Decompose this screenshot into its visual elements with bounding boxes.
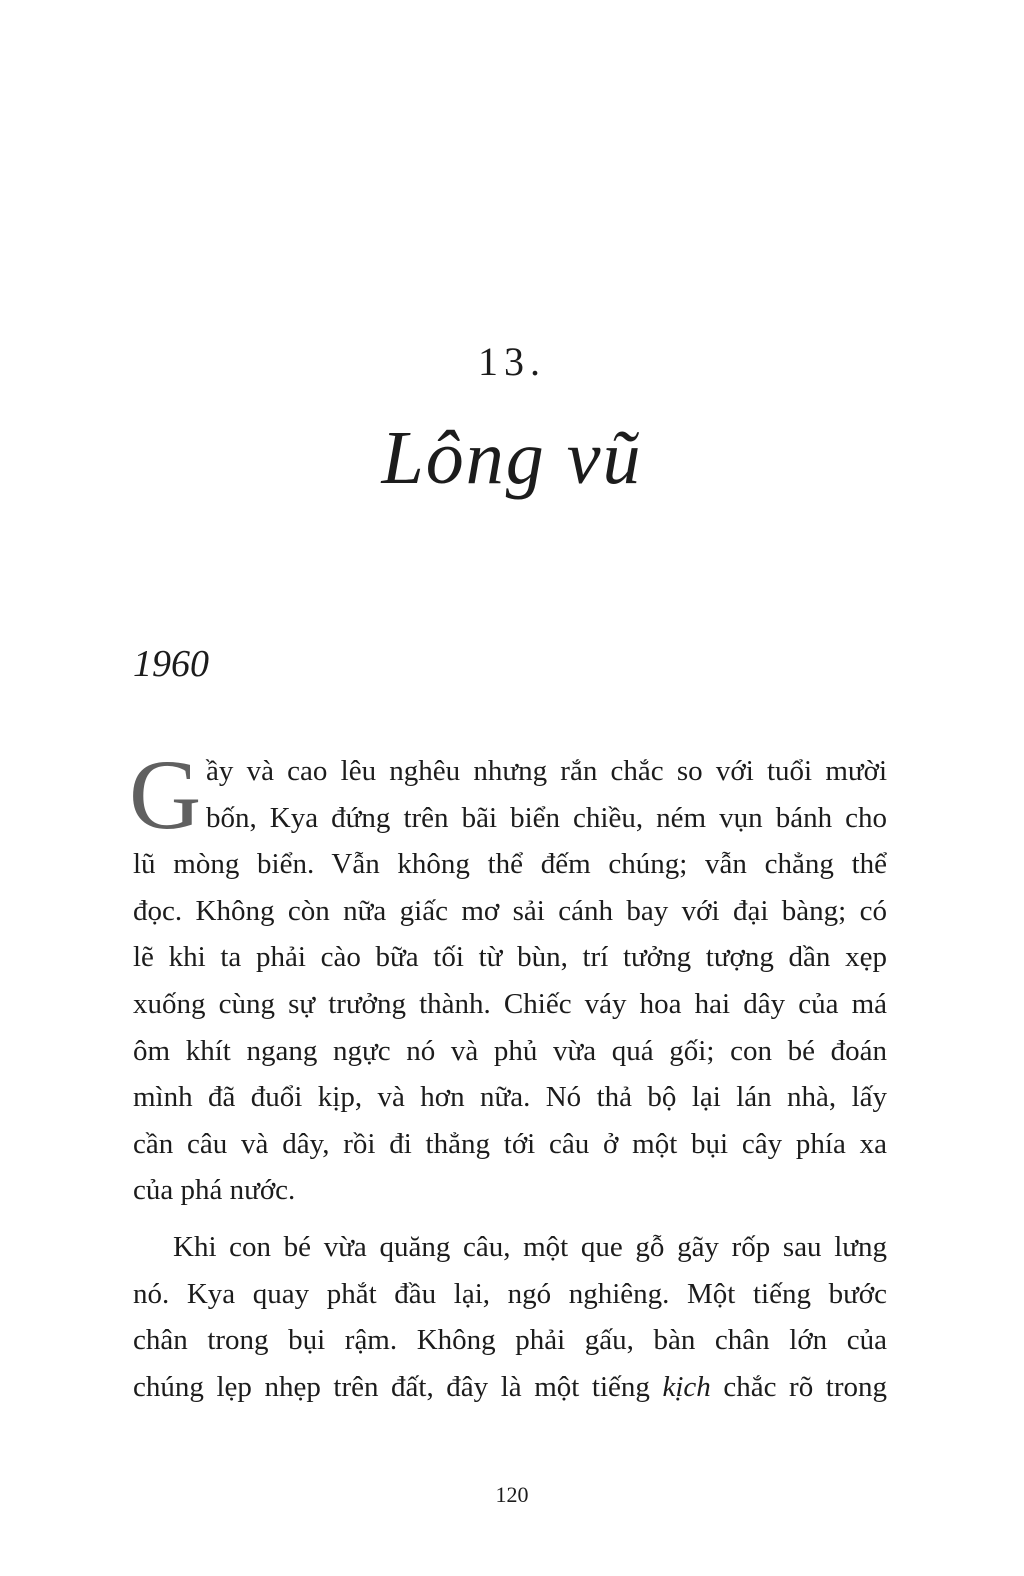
paragraph-line: xuống cùng sự trưởng thành. Chiếc váy hoa hai dây của má <box>133 987 887 1020</box>
paragraph-line: chân trong bụi rậm. Không phải gấu, bàn chân lớn của <box>133 1324 887 1357</box>
page-number: 120 <box>495 1482 529 1507</box>
paragraph-line: lũ mòng biển. Vẫn không thể đếm chúng; vẫn chẳng thể <box>133 848 887 881</box>
drop-cap: G <box>129 739 202 850</box>
paragraph-gap <box>133 1214 887 1224</box>
paragraph-line: của phá nước. <box>133 1174 296 1207</box>
paragraph-line: Khi con bé vừa quăng câu, một que gỗ gãy rốp sau lưng <box>173 1230 887 1263</box>
section-year: 1960 <box>133 643 209 685</box>
paragraph-line: mình đã đuổi kịp, và hơn nữa. Nó thả bộ lại lán nhà, lấy <box>133 1081 887 1114</box>
body-text <box>129 739 887 1410</box>
chapter-title: Lông vũ <box>381 416 643 500</box>
paragraph-line: ầy và cao lêu nghêu nhưng rắn chắc so với tuổi mười <box>206 755 887 787</box>
paragraph-line: lẽ khi ta phải cào bữa tối từ bùn, trí tưởng tượng dần xẹp <box>133 941 887 974</box>
text-run: chúng lẹp nhẹp trên đất, đây là một tiếng <box>133 1370 663 1403</box>
paragraph-line: nó. Kya quay phắt đầu lại, ngó nghiêng. Một tiếng bước <box>133 1277 887 1310</box>
paragraph-line: cần câu và dây, rồi đi thẳng tới câu ở một bụi cây phía xa <box>133 1127 887 1160</box>
paragraph-line: ôm khít ngang ngực nó và phủ vừa quá gối; con bé đoán <box>133 1034 887 1067</box>
paragraph-line-mixed <box>133 1364 887 1411</box>
text-run: chắc rõ trong <box>710 1370 887 1403</box>
paragraph-line: bốn, Kya đứng trên bãi biển chiều, ném vụn bánh cho <box>206 801 887 834</box>
italic-word: kịch <box>662 1370 711 1403</box>
paragraph-line: đọc. Không còn nữa giấc mơ sải cánh bay với đại bàng; có <box>133 894 887 927</box>
chapter-number: 13. <box>478 339 546 384</box>
